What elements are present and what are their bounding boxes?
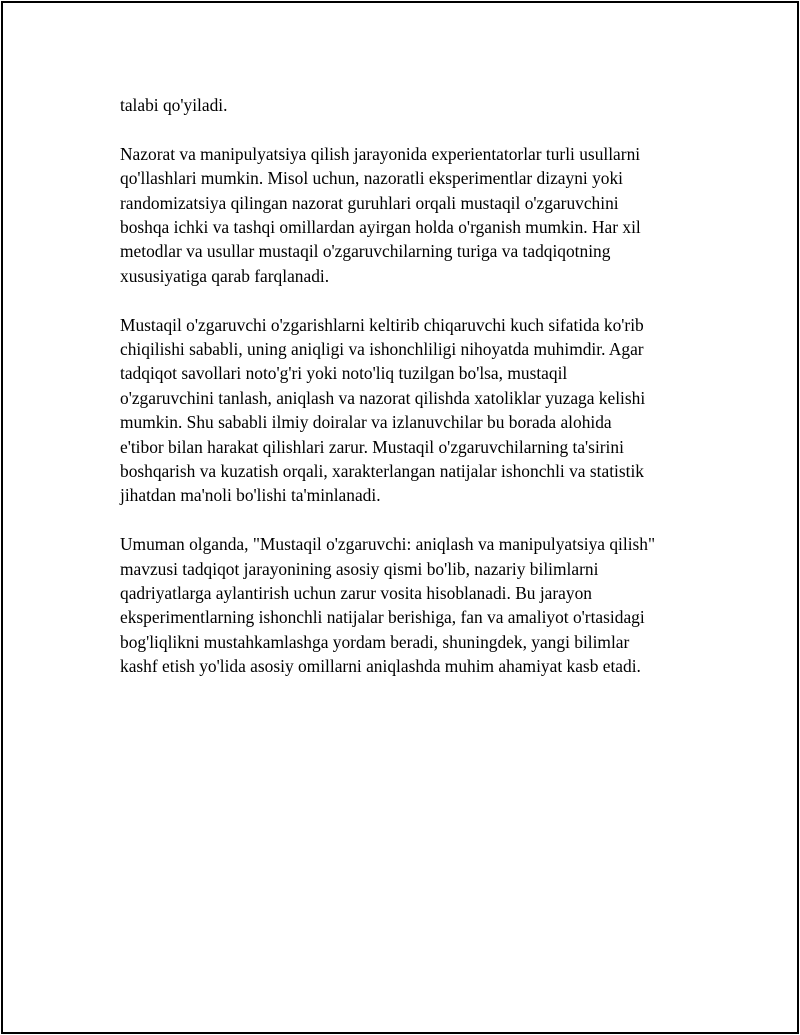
paragraph-4: Umuman olganda, "Mustaqil o'zgaruvchi: aniqlash va manipulyatsiya qilish" mavzusi tadqiqot jarayonining asosiy qismi bo'lib, nazariy bilimlarni qadriyatlarga aylantirish uchun zarur vosita hisoblanadi. Bu jarayon eksperimentlarning ishonchli natijalar berishiga, fan va amaliyot o'rtasidagi bog'liqlikni mustahkamlashga yordam beradi, shuningdek, yangi bilimlar kashf etish yo'lida asosiy omillarni aniqlashda muhim ahamiyat kasb etadi. — [120, 534, 656, 677]
page-frame — [1, 1, 799, 1034]
paragraph-2: Nazorat va manipulyatsiya qilish jarayonida experientatorlar turli usullarni qo'llashlari mumkin. Misol uchun, nazoratli eksperimentlar dizayni yoki randomizatsiya qilingan nazorat guruhlari orqali mustaqil o'zgaruvchini boshqa ichki va tashqi omillardan ayirgan holda o'rganish mumkin. Har xil metodlar va usullar mustaqil o'zgaruvchilarning turiga va tadqiqotning xususiyatiga qarab farqlanadi. — [120, 143, 641, 286]
paragraph-3: Mustaqil o'zgaruvchi o'zgarishlarni keltirib chiqaruvchi kuch sifatida ko'rib chiqilishi sababli, uning aniqligi va ishonchliligi nihoyatda muhimdir. Agar tadqiqot savollari noto'g'ri yoki noto'liq tuzilgan bo'lsa, mustaqil o'zgaruvchini tanlash, aniqlash va nazorat qilishda xatoliklar yuzaga kelishi mumkin. Shu sababli ilmiy doiralar va izlanuvchilar bu borada alohida e'tibor bilan harakat qilishlari zarur. Mustaqil o'zgaruvchilarning ta'sirini boshqarish va kuzatish orqali, xarakterlangan natijalar ishonchli va statistik jihatdan ma'noli bo'lishi ta'minlanadi. — [120, 314, 646, 506]
paragraph-1: talabi qo'yiladi. — [120, 95, 228, 115]
document-body — [120, 93, 700, 703]
